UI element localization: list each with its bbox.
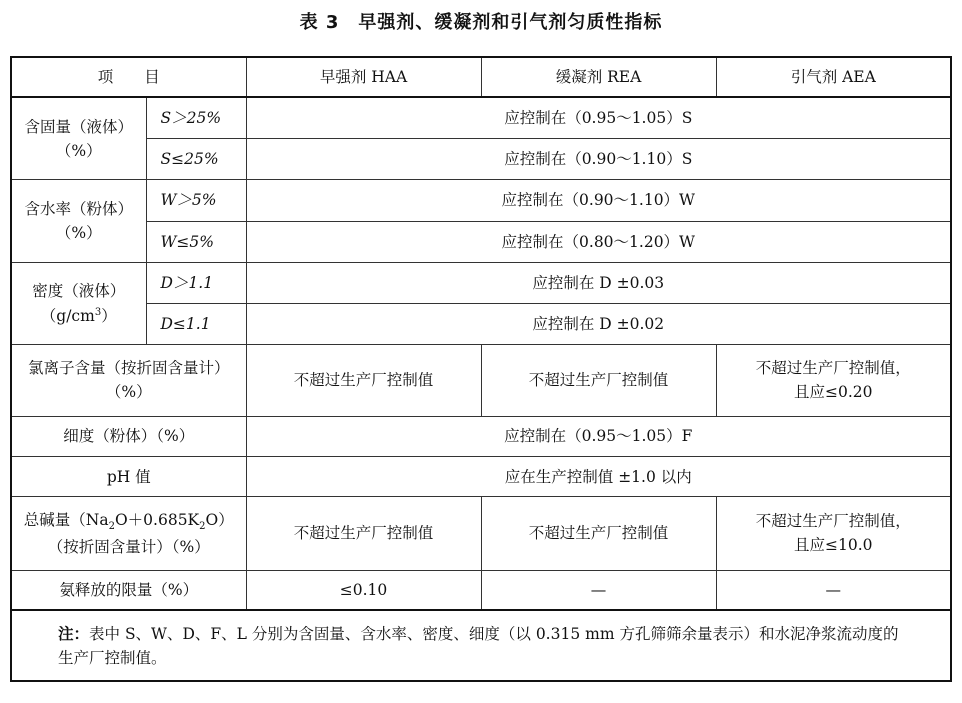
fineness-label: 细度（粉体）（%）	[11, 416, 246, 456]
note-text-line2: 生产厂控制值。	[58, 648, 167, 667]
table-row	[11, 570, 951, 610]
solid-value-low: 应控制在（0.90～1.10）S	[246, 139, 951, 180]
chloride-haa: 不超过生产厂控制值	[246, 345, 481, 416]
table-row	[11, 497, 951, 570]
table-note	[11, 610, 951, 681]
density-label: 密度（液体） $(g/cm^3)$	[11, 262, 146, 345]
ph-value: 应在生产控制值 ±1.0 以内	[246, 456, 951, 496]
chloride-aea: 不超过生产厂控制值， 且应≤0.20	[716, 345, 951, 416]
header-item: 项 目	[11, 57, 246, 97]
header-row	[11, 57, 951, 97]
chloride-label: 氯离子含量（按折固含量计） （%）	[11, 345, 246, 416]
ammonia-haa: ≤0.10	[246, 570, 481, 610]
table-row	[11, 345, 951, 416]
table-row	[11, 262, 951, 303]
table-row	[11, 456, 951, 496]
water-value-high: 应控制在（0.90～1.10）W	[246, 180, 951, 221]
water-content-label: 含水率（粉体） （%）	[11, 180, 146, 263]
ph-label: pH 值	[11, 456, 246, 496]
alkali-label: 总碱量$(Na_2O+0.685K_2O)$ （按折固含量计）（%）	[11, 497, 246, 570]
table-row	[11, 304, 951, 345]
density-cond-high: D＞1.1	[146, 262, 246, 303]
density-value-high: 应控制在 D ±0.03	[246, 262, 951, 303]
ammonia-label: 氨释放的限量（%）	[11, 570, 246, 610]
note-row	[11, 610, 951, 681]
table-row	[11, 180, 951, 221]
table-title: 表 3 早强剂、缓凝剂和引气剂匀质性指标	[299, 12, 663, 33]
header-rea: 缓凝剂 REA	[481, 57, 716, 97]
ammonia-aea: —	[716, 570, 951, 610]
water-cond-high: W＞5%	[146, 180, 246, 221]
uniformity-table	[10, 56, 952, 682]
solid-cond-high: S＞25%	[146, 97, 246, 138]
density-cond-low: D≤1.1	[146, 304, 246, 345]
table-row	[11, 97, 951, 138]
chloride-rea: 不超过生产厂控制值	[481, 345, 716, 416]
table-row	[11, 221, 951, 262]
density-value-low: 应控制在 D ±0.02	[246, 304, 951, 345]
fineness-value: 应控制在（0.95～1.05）F	[246, 416, 951, 456]
alkali-rea: 不超过生产厂控制值	[481, 497, 716, 570]
note-label: 注：	[58, 624, 90, 643]
solid-cond-low: S≤25%	[146, 139, 246, 180]
solid-value-high: 应控制在（0.95～1.05）S	[246, 97, 951, 138]
table-row	[11, 416, 951, 456]
header-aea: 引气剂 AEA	[716, 57, 951, 97]
water-value-low: 应控制在（0.80～1.20）W	[246, 221, 951, 262]
alkali-aea: 不超过生产厂控制值， 且应≤10.0	[716, 497, 951, 570]
header-haa: 早强剂 HAA	[246, 57, 481, 97]
ammonia-rea: —	[481, 570, 716, 610]
alkali-haa: 不超过生产厂控制值	[246, 497, 481, 570]
table-row	[11, 139, 951, 180]
solid-content-label: 含固量（液体） （%）	[11, 97, 146, 180]
water-cond-low: W≤5%	[146, 221, 246, 262]
note-text-line1: 表中 S、W、D、F、L 分别为含固量、含水率、密度、细度（以 0.315 mm 方孔筛筛余量表示）和水泥净浆流动度的	[89, 624, 899, 643]
